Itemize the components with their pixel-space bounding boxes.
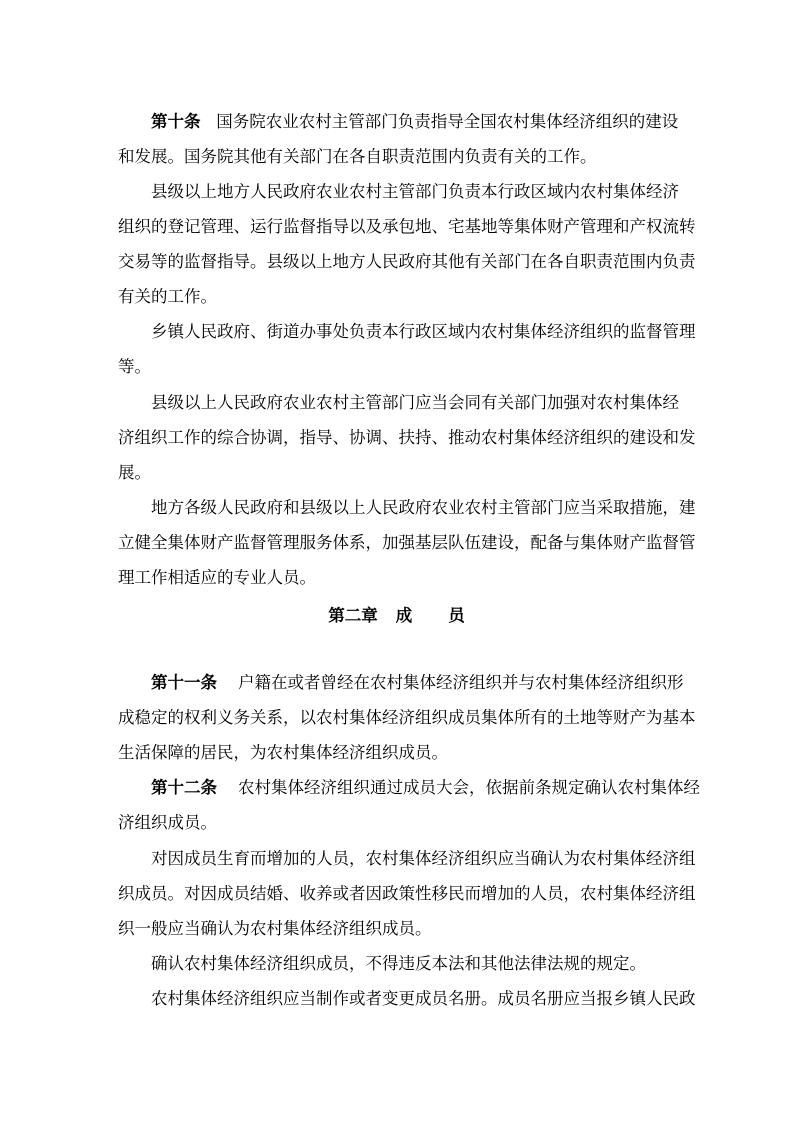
article-11-line-1 — [151, 672, 684, 694]
para-12-2-line-1: 对因成员生育而增加的人员，农村集体经济组织应当确认为农村集体经济组 — [151, 849, 696, 868]
article-12-line-1 — [151, 777, 700, 799]
para-10-5-line-3: 理工作相适应的专业人员。 — [118, 568, 316, 587]
article-12-line-2: 济组织成员。 — [118, 813, 217, 832]
para-10-4-line-3: 展。 — [118, 463, 151, 482]
chapter-heading — [0, 602, 793, 626]
article-11-line-2: 成稳定的权利义务关系，以农村集体经济组织成员集体所有的土地等财产为基本 — [118, 708, 696, 727]
para-10-3-line-1: 乡镇人民政府、街道办事处负责本行政区域内农村集体经济组织的监督管理 — [151, 322, 696, 341]
article-10-line-2: 和发展。国务院其他有关部门在各自职责范围内负责有关的工作。 — [118, 147, 597, 166]
article-11-line-3: 生活保障的居民，为农村集体经济组织成员。 — [118, 743, 448, 762]
article-12-label: 第十二条 — [151, 778, 217, 797]
article-10-text-1: 国务院农业农村主管部门负责指导全国农村集体经济组织的建设 — [216, 112, 679, 131]
para-12-2-line-2: 织成员。对因成员结婚、收养或者因政策性移民而增加的人员，农村集体经济组 — [118, 884, 696, 903]
article-11-text-1: 户籍在或者曾经在农村集体经济组织并与农村集体经济组织形 — [237, 673, 684, 692]
para-10-2-line-4: 有关的工作。 — [118, 287, 217, 306]
para-12-3-line-1: 确认农村集体经济组织成员，不得违反本法和其他法律法规的规定。 — [151, 954, 646, 973]
chapter-number: 第二章 — [328, 606, 378, 625]
para-12-4-line-1: 农村集体经济组织应当制作或者变更成员名册。成员名册应当报乡镇人民政 — [151, 989, 696, 1008]
para-10-4-line-2: 济组织工作的综合协调，指导、协调、扶持、推动农村集体经济组织的建设和发 — [118, 428, 696, 447]
article-10-line-1 — [151, 111, 679, 133]
para-10-3-line-2: 等。 — [118, 357, 151, 376]
para-10-4-line-1: 县级以上人民政府农业农村主管部门应当会同有关部门加强对农村集体经 — [151, 393, 679, 412]
article-11-label: 第十一条 — [151, 673, 217, 692]
para-10-2-line-3: 交易等的监督指导。县级以上地方人民政府其他有关部门在各自职责范围内负责 — [118, 252, 696, 271]
article-10-label: 第十条 — [151, 112, 201, 131]
para-10-5-line-2: 立健全集体财产监督管理服务体系，加强基层队伍建设，配备与集体财产监督管 — [118, 533, 696, 552]
para-10-2-line-2: 组织的登记管理、运行监督指导以及承包地、宅基地等集体财产管理和产权流转 — [118, 217, 696, 236]
para-10-5-line-1: 地方各级人民政府和县级以上人民政府农业农村主管部门应当采取措施，建 — [151, 498, 696, 517]
para-10-2-line-1: 县级以上地方人民政府农业农村主管部门负责本行政区域内农村集体经济 — [151, 182, 679, 201]
para-12-2-line-3: 织一般应当确认为农村集体经济组织成员。 — [118, 919, 432, 938]
chapter-title-char-1: 成 — [395, 606, 413, 625]
chapter-title-char-2: 员 — [448, 606, 465, 625]
article-12-text-1: 农村集体经济组织通过成员大会，依据前条规定确认农村集体经 — [237, 778, 700, 797]
